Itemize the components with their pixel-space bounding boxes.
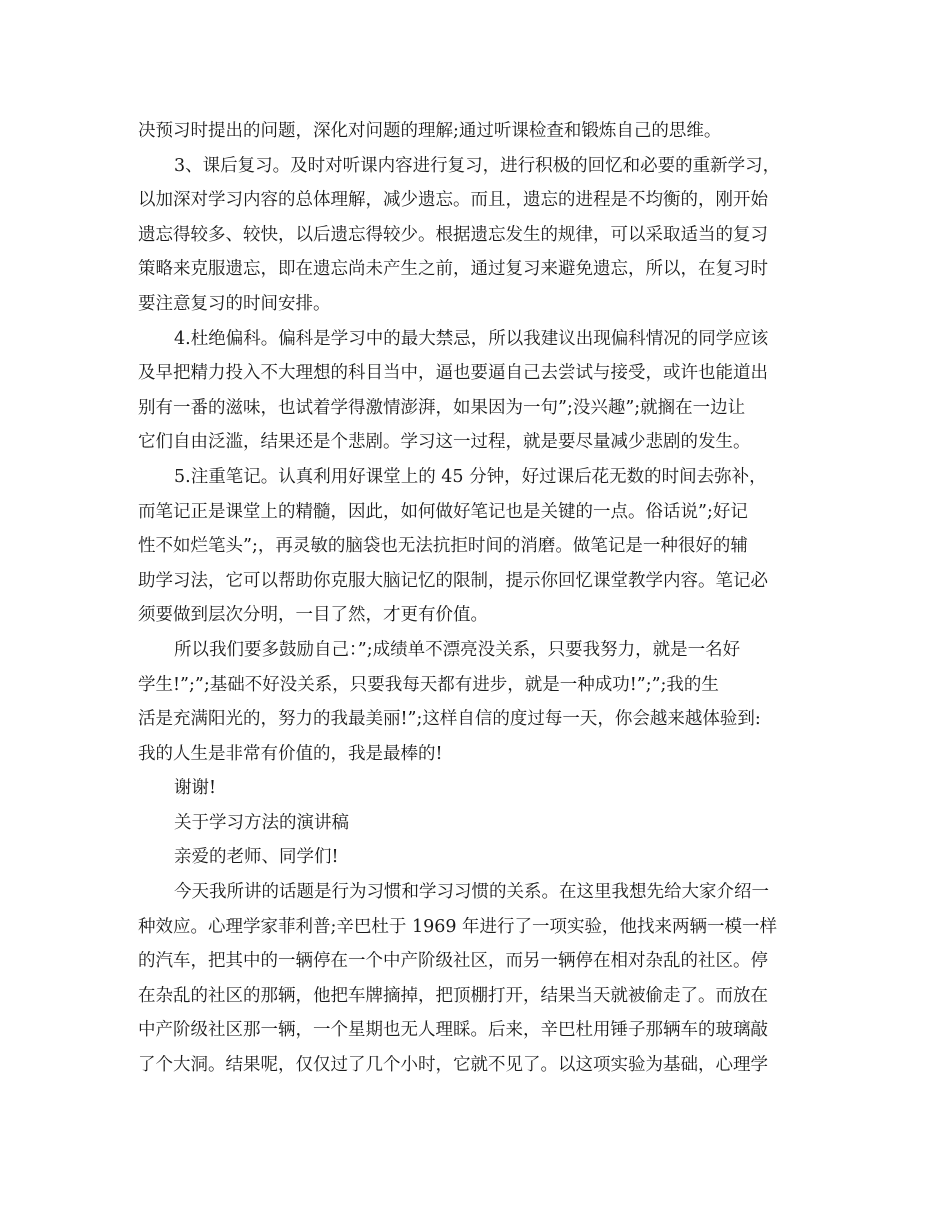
text-line: 及早把精力投入不大理想的科目当中，逼也要逼自己去尝试与接受，或许也能道出 <box>138 363 768 384</box>
text-line: 5.注重笔记。认真利用好课堂上的 45 分钟，好过课后花无数的时间去弥补， <box>174 466 767 487</box>
text-line: 中产阶级社区那一辆，一个星期也无人理睬。后来，辛巴杜用锤子那辆车的玻璃敲 <box>138 1020 768 1041</box>
text-line: 遗忘得较多、较快，以后遗忘得较少。根据遗忘发生的规律，可以采取适当的复习 <box>138 224 768 245</box>
text-line: 亲爱的老师、同学们! <box>174 847 339 868</box>
text-line: 关于学习方法的演讲稿 <box>174 812 349 833</box>
text-line: 谢谢! <box>174 778 217 799</box>
text-line: 在杂乱的社区的那辆，他把车牌摘掉，把顶棚打开，结果当天就被偷走了。而放在 <box>138 985 768 1006</box>
text-line: 活是充满阳光的，努力的我最美丽!”;这样自信的度过每一天，你会越来越体验到: <box>138 709 761 730</box>
text-line: 须要做到层次分明，一目了然，才更有价值。 <box>138 605 488 626</box>
text-line: 学生!”;”;基础不好没关系，只要我每天都有进步，就是一种成功!”;”;我的生 <box>138 674 719 695</box>
text-line: 所以我们要多鼓励自己：”;成绩单不漂亮没关系，只要我努力，就是一名好 <box>174 639 741 660</box>
text-line: 以加深对学习内容的总体理解，减少遗忘。而且，遗忘的进程是不均衡的，刚开始 <box>138 190 768 211</box>
text-line: 它们自由泛滥，结果还是个悲剧。学习这一过程，就是要尽量减少悲剧的发生。 <box>138 432 751 453</box>
document-body <box>138 114 828 1083</box>
text-line: 了个大洞。结果呢，仅仅过了几个小时，它就不见了。以这项实验为基础，心理学 <box>138 1055 768 1076</box>
text-line: 助学习法，它可以帮助你克服大脑记忆的限制，提示你回忆课堂教学内容。笔记必 <box>138 570 768 591</box>
text-line: 我的人生是非常有价值的，我是最棒的! <box>138 743 443 764</box>
text-line: 要注意复习的时间安排。 <box>138 293 331 314</box>
text-line: 决预习时提出的问题，深化对问题的理解;通过听课检查和锻炼自己的思维。 <box>138 121 722 141</box>
text-line: 的汽车，把其中的一辆停在一个中产阶级社区，而另一辆停在相对杂乱的社区。停 <box>138 951 768 972</box>
text-line: 3、课后复习。及时对听课内容进行复习，进行积极的回忆和必要的重新学习， <box>174 155 781 176</box>
text-line: 性不如烂笔头”;，再灵敏的脑袋也无法抗拒时间的消磨。做笔记是一种很好的辅 <box>138 536 748 557</box>
text-line: 策略来克服遗忘，即在遗忘尚未产生之前，通过复习来避免遗忘，所以，在复习时 <box>138 259 768 280</box>
text-line: 而笔记正是课堂上的精髓，因此，如何做好笔记也是关键的一点。俗话说”;好记 <box>138 501 748 522</box>
text-line: 种效应。心理学家菲利普;辛巴杜于 1969 年进行了一项实验，他找来两辆一模一样 <box>138 916 778 937</box>
text-line: 4.杜绝偏科。偏科是学习中的最大禁忌，所以我建议出现偏科情况的同学应该 <box>174 328 769 349</box>
text-line: 今天我所讲的话题是行为习惯和学习习惯的关系。在这里我想先给大家介绍一 <box>174 882 769 903</box>
text-line: 别有一番的滋味，也试着学得激情澎湃，如果因为一句”;没兴趣”;就搁在一边让 <box>138 397 746 418</box>
